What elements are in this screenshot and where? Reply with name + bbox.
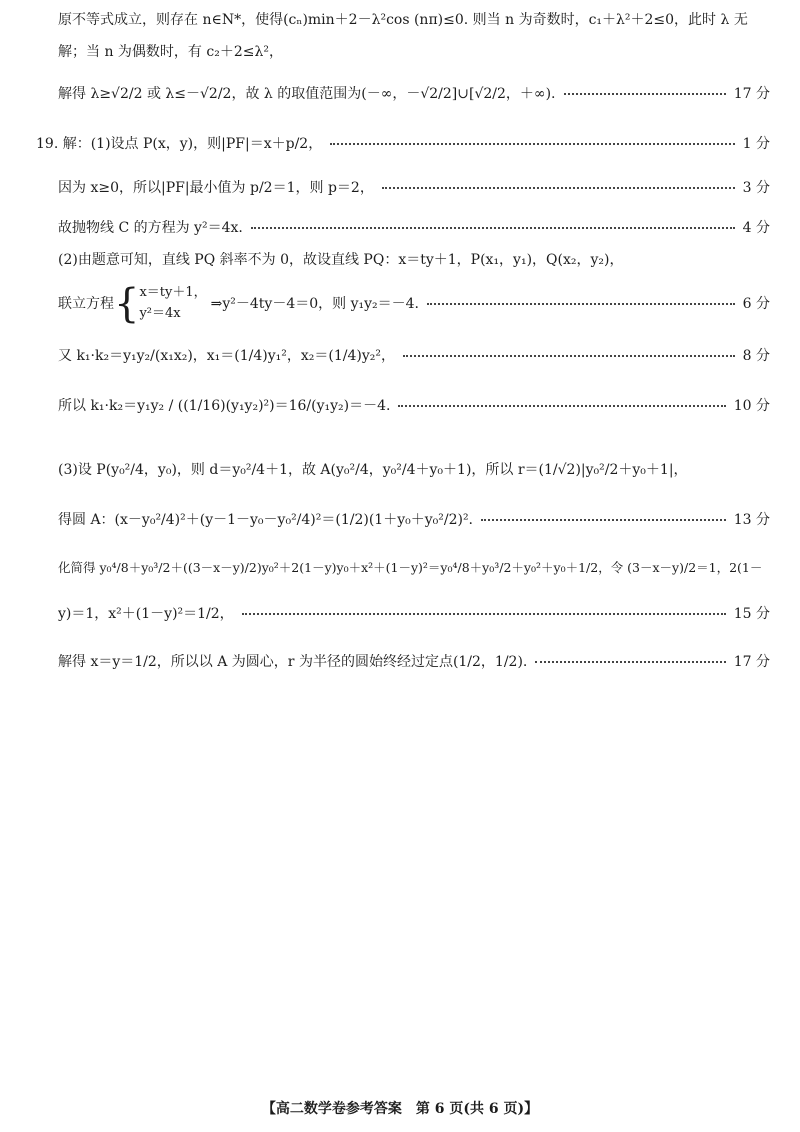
solution-line: [58, 86, 770, 103]
page-footer: 【高二数学卷参考答案 第 6 页(共 6 页)】: [261, 1101, 539, 1117]
solution-text: 解得 x＝y＝1/2，所以以 A 为圆心，r 为半径的圆始终经过定点(1/2，1/2).: [58, 654, 528, 670]
solution-line: [58, 560, 770, 575]
system-equations: [139, 283, 206, 325]
dot-leader: [535, 661, 725, 663]
dot-leader: [403, 355, 735, 357]
system-equation: y²＝4x: [139, 306, 181, 321]
solution-line: [58, 606, 770, 623]
score-label: 4 分: [742, 220, 770, 236]
solution-line: [36, 136, 770, 153]
score-label: 10 分: [733, 398, 770, 414]
dot-leader: [398, 405, 725, 407]
score-label: 3 分: [742, 180, 770, 196]
score-label: 8 分: [742, 348, 770, 364]
solution-line: [58, 398, 770, 415]
solution-line: [58, 44, 770, 61]
dot-leader: [382, 187, 735, 189]
solution-line: [58, 348, 770, 365]
solution-line: [58, 282, 770, 326]
brace-symbol: {: [114, 283, 140, 325]
solution-text: 得圆 A：(x－y₀²/4)²＋(y－1－y₀－y₀²/4)²＝(1/2)(1＋y₀＋y₀²/2)².: [58, 512, 474, 528]
solution-line: [58, 180, 770, 197]
score-label: 13 分: [733, 512, 770, 528]
dot-leader: [330, 143, 734, 145]
solution-line: [58, 654, 770, 671]
solution-line: [58, 12, 770, 29]
solution-text: 19. 解：(1)设点 P(x，y)，则|PF|＝x＋p/2，: [36, 136, 323, 152]
solution-text: 故抛物线 C 的方程为 y²＝4x.: [58, 220, 243, 236]
solution-line: [58, 252, 770, 269]
solution-text: y)＝1，x²＋(1－y)²＝1/2，: [58, 606, 234, 622]
dot-leader: [564, 93, 726, 95]
solution-text: 化简得 y₀⁴/8＋y₀³/2＋((3－x－y)/2)y₀²＋2(1－y)y₀＋x²＋(1－y)²＝y₀⁴/8＋y₀³/2＋y₀²＋y₀＋1/2，令 (3－x－y)/2＝1，2(1－: [58, 560, 763, 575]
dot-leader: [251, 227, 735, 229]
solution-text: 解；当 n 为偶数时，有 c₂＋2≤λ²，: [58, 44, 283, 60]
solution-text: 解得 λ≥√2/2 或 λ≤－√2/2，故 λ 的取值范围为(－∞，－√2/2]∪[√2/2，＋∞).: [58, 86, 556, 102]
solution-text: (3)设 P(y₀²/4，y₀)，则 d＝y₀²/4＋1，故 A(y₀²/4，y₀²/4＋y₀＋1)，所以 r＝(1/√2)|y₀²/2＋y₀＋1|，: [58, 462, 688, 478]
solution-text: 所以 k₁·k₂＝y₁y₂ / ((1/16)(y₁y₂)²)＝16/(y₁y₂)＝－4.: [58, 398, 391, 414]
equation-system: [58, 283, 419, 325]
score-label: 1 分: [742, 136, 770, 152]
solution-text: 原不等式成立，则存在 n∈N*，使得(cₙ)min＋2－λ²cos (nπ)≤0. 则当 n 为奇数时，c₁＋λ²＋2≤0，此时 λ 无: [58, 12, 748, 28]
score-label: 17 分: [733, 654, 770, 670]
solution-text: 因为 x≥0，所以|PF|最小值为 p/2＝1，则 p＝2，: [58, 180, 374, 196]
dot-leader: [481, 519, 726, 521]
score-label: 17 分: [733, 86, 770, 102]
solution-line: [58, 462, 770, 479]
system-equation: x＝ty＋1，: [139, 285, 207, 301]
solution-text: 联立方程: [58, 295, 114, 312]
solution-text: 又 k₁·k₂＝y₁y₂/(x₁x₂)，x₁＝(1/4)y₁²，x₂＝(1/4)y₂²，: [58, 348, 395, 364]
dot-leader: [242, 613, 726, 615]
score-label: 6 分: [742, 295, 770, 312]
solution-text: (2)由题意可知，直线 PQ 斜率不为 0，故设直线 PQ：x＝ty＋1，P(x₁，y₁)，Q(x₂，y₂)，: [58, 252, 624, 268]
solution-text: ⇒y²－4ty－4＝0，则 y₁y₂＝－4.: [210, 295, 419, 312]
dot-leader: [427, 303, 735, 305]
score-label: 15 分: [733, 606, 770, 622]
solution-line: [58, 512, 770, 529]
solution-line: [58, 220, 770, 237]
